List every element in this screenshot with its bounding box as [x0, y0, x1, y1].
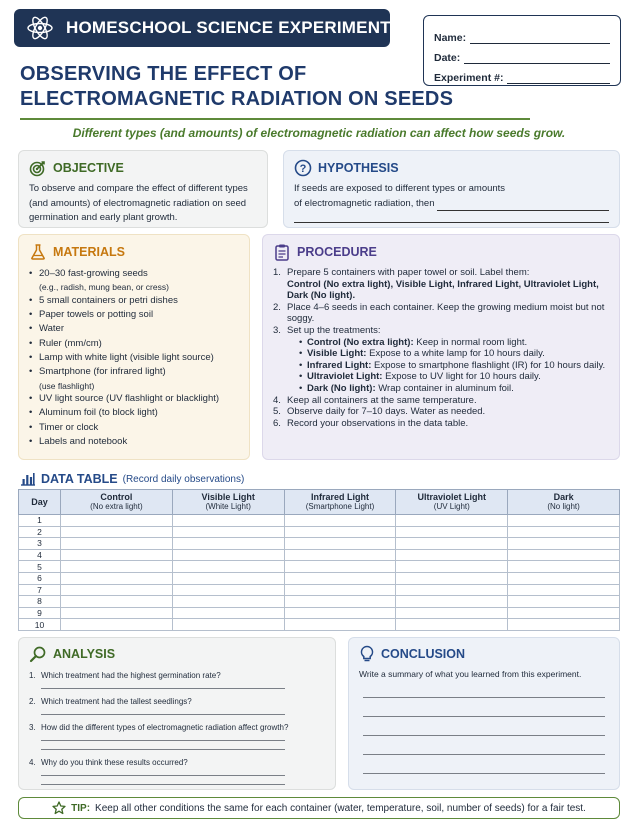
question-icon — [294, 159, 312, 177]
day-cell: 10 — [19, 619, 61, 631]
column-subtitle: (No light) — [547, 502, 580, 511]
step-6-text: Record your observations in the data table. — [287, 417, 469, 429]
treatment-description: Keep in normal room light. — [416, 336, 528, 348]
procedure-section — [262, 234, 620, 460]
material-item — [29, 392, 239, 406]
column-name: Visible Light — [201, 492, 255, 502]
material-text: 20–30 fast-growing seeds — [39, 268, 148, 279]
day-cell: 3 — [19, 538, 61, 550]
observation-cell[interactable] — [61, 515, 173, 527]
objective-text: To observe and compare the effect of different types (and amounts) of electromagnetic radiation on seed germination and early plant growth. — [29, 183, 248, 223]
question-number: 1. — [29, 671, 36, 680]
conclusion-title: CONCLUSION — [381, 647, 466, 661]
hypothesis-section — [283, 150, 620, 228]
analysis-title: ANALYSIS — [53, 647, 116, 661]
procedure-step-1 — [273, 267, 609, 302]
materials-heading — [29, 243, 239, 261]
question-number: 2. — [29, 697, 36, 706]
material-item — [29, 294, 239, 308]
observation-cell[interactable] — [61, 607, 173, 619]
title-divider — [20, 118, 530, 120]
star-icon — [52, 801, 66, 815]
data-table-heading — [20, 472, 244, 486]
answer-line[interactable] — [41, 680, 285, 689]
analysis-section — [18, 637, 336, 790]
question-text: How did the different types of electromagnetic radiation affect growth? — [41, 723, 289, 732]
treatment-description: Expose to UV light for 10 hours daily. — [385, 371, 541, 383]
observation-cell[interactable] — [396, 561, 508, 573]
material-text: Ruler (mm/cm) — [39, 337, 102, 349]
material-item — [29, 267, 239, 294]
observation-cell[interactable] — [396, 619, 508, 631]
question-text-row — [29, 697, 325, 706]
step-1-text: Prepare 5 containers with paper towel or soil. Label them: — [287, 267, 530, 278]
material-text: Timer or clock — [39, 421, 99, 433]
treatment-item — [273, 360, 609, 372]
question-text: Which treatment had the tallest seedlings? — [41, 697, 192, 706]
day-cell: 2 — [19, 526, 61, 538]
observation-cell[interactable] — [284, 607, 396, 619]
day-column-header: Day — [19, 490, 61, 515]
treatment-item — [273, 348, 609, 360]
banner-title: HOMESCHOOL SCIENCE EXPERIMENT — [66, 18, 391, 37]
material-text: 5 small containers or petri dishes — [39, 294, 178, 306]
bullet: • — [299, 382, 303, 394]
question-number: 4. — [29, 758, 36, 767]
step-text — [287, 267, 609, 302]
observation-cell[interactable] — [396, 549, 508, 561]
observation-cell[interactable] — [172, 561, 284, 573]
observation-cell[interactable] — [61, 572, 173, 584]
hypothesis-heading — [294, 159, 609, 177]
bullet: • — [299, 348, 303, 360]
observation-cell[interactable] — [61, 538, 173, 550]
table-row — [19, 538, 620, 550]
atom-icon — [26, 14, 54, 42]
answer-line[interactable] — [41, 732, 285, 741]
day-cell: 4 — [19, 549, 61, 561]
data-table — [18, 489, 620, 631]
step-1-labels: Control (No extra light), Visible Light, Infrared Light, Ultraviolet Light, Dark (No light). — [287, 278, 599, 302]
observation-cell[interactable] — [508, 572, 620, 584]
column-subtitle: (No extra light) — [90, 502, 143, 511]
date-row — [434, 44, 610, 64]
materials-section — [18, 234, 250, 460]
page-subtitle: Different types (and amounts) of electromagnetic radiation can affect how seeds grow. — [72, 126, 566, 140]
observation-cell[interactable] — [284, 526, 396, 538]
objective-heading — [29, 159, 257, 177]
procedure-heading — [273, 243, 609, 261]
column-header — [396, 490, 508, 515]
observation-cell[interactable] — [284, 584, 396, 596]
materials-list — [29, 267, 239, 449]
column-subtitle: (Smartphone Light) — [305, 502, 375, 511]
conclusion-line[interactable] — [363, 736, 605, 755]
observation-cell[interactable] — [172, 549, 284, 561]
day-cell: 1 — [19, 515, 61, 527]
observation-cell[interactable] — [284, 596, 396, 608]
step-number: 6. — [273, 417, 281, 429]
observation-cell[interactable] — [172, 515, 284, 527]
clipboard-icon — [273, 243, 291, 261]
treatment-label: Ultraviolet Light: — [307, 371, 383, 383]
hypothesis-body — [294, 182, 609, 223]
material-item — [29, 435, 239, 449]
observation-cell[interactable] — [172, 538, 284, 550]
material-note: (use flashlight) — [39, 380, 95, 391]
hypothesis-line-2: of electromagnetic radiation, then — [294, 197, 435, 209]
table-row — [19, 572, 620, 584]
step-number: 2. — [273, 301, 281, 313]
observation-cell[interactable] — [508, 526, 620, 538]
analysis-question — [29, 697, 325, 715]
hypothesis-answer-field-1[interactable] — [437, 201, 609, 211]
material-text: Aluminum foil (to block light) — [39, 407, 158, 419]
question-text-row — [29, 758, 325, 767]
observation-cell[interactable] — [396, 538, 508, 550]
material-item — [29, 421, 239, 435]
observation-cell[interactable] — [396, 515, 508, 527]
observation-cell[interactable] — [284, 572, 396, 584]
treatment-list — [273, 337, 609, 395]
observation-cell[interactable] — [396, 584, 508, 596]
step-number: 1. — [273, 267, 281, 278]
day-cell: 9 — [19, 607, 61, 619]
material-item — [29, 337, 239, 351]
observation-cell[interactable] — [61, 596, 173, 608]
treatment-description: Expose to a white lamp for 10 hours daily. — [369, 348, 545, 360]
material-text: Labels and notebook — [39, 435, 128, 447]
observation-cell[interactable] — [284, 561, 396, 573]
answer-line[interactable] — [41, 741, 285, 750]
observation-cell[interactable] — [172, 572, 284, 584]
treatment-label: Infrared Light: — [307, 359, 372, 371]
step-number: 3. — [273, 324, 281, 336]
table-body — [19, 515, 620, 631]
bar-chart-icon — [20, 472, 36, 486]
hypothesis-title: HYPOTHESIS — [318, 161, 399, 175]
observation-cell[interactable] — [61, 561, 173, 573]
observation-cell[interactable] — [172, 596, 284, 608]
procedure-steps — [273, 267, 609, 429]
procedure-step-4 — [273, 395, 609, 407]
treatment-text — [307, 371, 609, 383]
column-subtitle: (UV Light) — [433, 502, 470, 511]
step-number: 4. — [273, 394, 281, 406]
hypothesis-answer-field-2[interactable] — [294, 211, 609, 223]
step-number: 5. — [273, 406, 281, 418]
observation-cell[interactable] — [284, 619, 396, 631]
title-line-1: OBSERVING THE EFFECT OF — [20, 63, 307, 85]
date-label: Date: — [434, 52, 461, 64]
conclusion-line[interactable] — [363, 698, 605, 717]
column-name: Dark — [553, 492, 574, 502]
question-text: Which treatment had the highest germination rate? — [41, 671, 221, 680]
column-header — [172, 490, 284, 515]
observation-cell[interactable] — [172, 526, 284, 538]
procedure-step-2 — [273, 302, 609, 325]
observation-cell[interactable] — [508, 619, 620, 631]
material-item — [29, 406, 239, 420]
observation-cell[interactable] — [284, 549, 396, 561]
table-row — [19, 607, 620, 619]
objective-section — [18, 150, 268, 228]
column-header — [508, 490, 620, 515]
material-item — [29, 322, 239, 336]
column-name: Control — [100, 492, 133, 502]
observation-cell[interactable] — [61, 584, 173, 596]
observation-cell[interactable] — [284, 515, 396, 527]
column-name: Infrared Light — [310, 492, 369, 502]
observation-cell[interactable] — [508, 549, 620, 561]
observation-cell[interactable] — [172, 619, 284, 631]
tip-text: Keep all other conditions the same for each container (water, temperature, soil, number of seeds) for a fair test. — [95, 802, 586, 814]
experiment-label: Experiment #: — [434, 72, 504, 84]
procedure-step-3 — [273, 325, 609, 337]
step-2-text: Place 4–6 seeds in each container. Keep the growing medium moist but not soggy. — [287, 301, 605, 325]
analysis-heading — [29, 645, 325, 663]
material-item — [29, 308, 239, 322]
conclusion-heading — [359, 645, 609, 663]
tip-banner — [18, 797, 620, 819]
material-note: (e.g., radish, mung bean, or cress) — [39, 282, 169, 293]
title-line-2: ELECTROMAGNETIC RADIATION ON SEEDS — [20, 88, 454, 110]
day-cell: 7 — [19, 584, 61, 596]
observation-cell[interactable] — [508, 607, 620, 619]
answer-line[interactable] — [41, 776, 285, 785]
target-icon — [29, 159, 47, 177]
bullet: • — [299, 336, 303, 348]
materials-title: MATERIALS — [53, 245, 125, 259]
treatment-item — [273, 337, 609, 349]
name-label: Name: — [434, 32, 467, 44]
objective-title: OBJECTIVE — [53, 161, 124, 175]
analysis-question — [29, 723, 325, 750]
conclusion-line[interactable] — [363, 679, 605, 698]
hypothesis-line-2-row — [294, 197, 609, 212]
day-cell: 8 — [19, 596, 61, 608]
conclusion-text: Write a summary of what you learned from this experiment. — [359, 669, 582, 679]
observation-cell[interactable] — [508, 538, 620, 550]
svg-text:?: ? — [299, 163, 307, 175]
analysis-question — [29, 758, 325, 785]
analysis-question — [29, 671, 325, 689]
observation-cell[interactable] — [508, 596, 620, 608]
observation-cell[interactable] — [508, 584, 620, 596]
observation-cell[interactable] — [396, 572, 508, 584]
data-table-title: DATA TABLE — [41, 472, 118, 486]
step-4-text: Keep all containers at the same temperature. — [287, 394, 477, 406]
observation-cell[interactable] — [396, 607, 508, 619]
material-item — [29, 365, 239, 392]
material-item — [29, 351, 239, 365]
treatment-label: Visible Light: — [307, 348, 367, 360]
observation-cell[interactable] — [61, 526, 173, 538]
date-field[interactable] — [464, 54, 610, 64]
question-text-row — [29, 723, 325, 732]
treatment-description: Wrap container in aluminum foil. — [378, 382, 514, 394]
conclusion-line[interactable] — [363, 717, 605, 736]
tip-label: TIP: — [71, 802, 91, 814]
treatment-text — [307, 360, 609, 372]
treatment-description: Expose to smartphone flashlight (IR) for 10 hours daily. — [374, 359, 606, 371]
day-cell: 6 — [19, 572, 61, 584]
table-row — [19, 619, 620, 631]
procedure-step-5 — [273, 406, 609, 418]
observation-cell[interactable] — [172, 584, 284, 596]
question-number: 3. — [29, 723, 36, 732]
lightbulb-icon — [359, 645, 375, 663]
step-3-text: Set up the treatments: — [287, 324, 381, 336]
table-row — [19, 584, 620, 596]
material-text: Paper towels or potting soil — [39, 309, 154, 321]
header-banner — [14, 9, 390, 47]
table-row — [19, 561, 620, 573]
table-row — [19, 596, 620, 608]
table-row — [19, 526, 620, 538]
procedure-step-6 — [273, 418, 609, 430]
treatment-label: Control (No extra light): — [307, 336, 414, 348]
analysis-questions — [29, 671, 325, 785]
table-header-row — [19, 490, 620, 515]
observation-cell[interactable] — [396, 526, 508, 538]
experiment-field[interactable] — [507, 74, 610, 84]
observation-cell[interactable] — [396, 596, 508, 608]
treatment-text — [307, 348, 609, 360]
column-header — [61, 490, 173, 515]
hypothesis-line-1: If seeds are exposed to different types or amounts — [294, 183, 506, 194]
step-5-text: Observe daily for 7–10 days. Water as needed. — [287, 406, 486, 418]
question-text: Why do you think these results occurred? — [41, 758, 188, 767]
answer-line[interactable] — [41, 706, 285, 715]
data-table-note: (Record daily observations) — [122, 473, 245, 485]
material-text: Smartphone (for infrared light) — [39, 366, 166, 378]
treatment-item — [273, 383, 609, 395]
column-header — [284, 490, 396, 515]
treatment-item — [273, 371, 609, 383]
question-text-row — [29, 671, 325, 680]
page-title — [20, 62, 460, 112]
name-field[interactable] — [470, 34, 610, 44]
answer-line[interactable] — [41, 767, 285, 776]
material-text: UV light source (UV flashlight or blacklight) — [39, 393, 220, 405]
column-subtitle: (White Light) — [205, 502, 251, 511]
magnifier-icon — [29, 645, 47, 663]
table-row — [19, 549, 620, 561]
observation-cell[interactable] — [508, 561, 620, 573]
observation-cell[interactable] — [61, 549, 173, 561]
treatment-text — [307, 337, 609, 349]
experiment-row — [434, 64, 610, 84]
treatment-text — [307, 383, 609, 395]
table-row — [19, 515, 620, 527]
observation-cell[interactable] — [284, 538, 396, 550]
material-text: Water — [39, 323, 64, 335]
procedure-title: PROCEDURE — [297, 245, 377, 259]
bullet: • — [299, 371, 303, 383]
day-cell: 5 — [19, 561, 61, 573]
treatment-label: Dark (No light): — [307, 382, 376, 394]
conclusion-line[interactable] — [363, 755, 605, 774]
observation-cell[interactable] — [508, 515, 620, 527]
material-text: Lamp with white light (visible light source) — [39, 351, 214, 363]
observation-cell[interactable] — [172, 607, 284, 619]
bullet: • — [299, 359, 303, 371]
conclusion-section — [348, 637, 620, 790]
name-row — [434, 24, 610, 44]
observation-cell[interactable] — [61, 619, 173, 631]
flask-icon — [29, 243, 47, 261]
column-name: Ultraviolet Light — [417, 492, 487, 502]
